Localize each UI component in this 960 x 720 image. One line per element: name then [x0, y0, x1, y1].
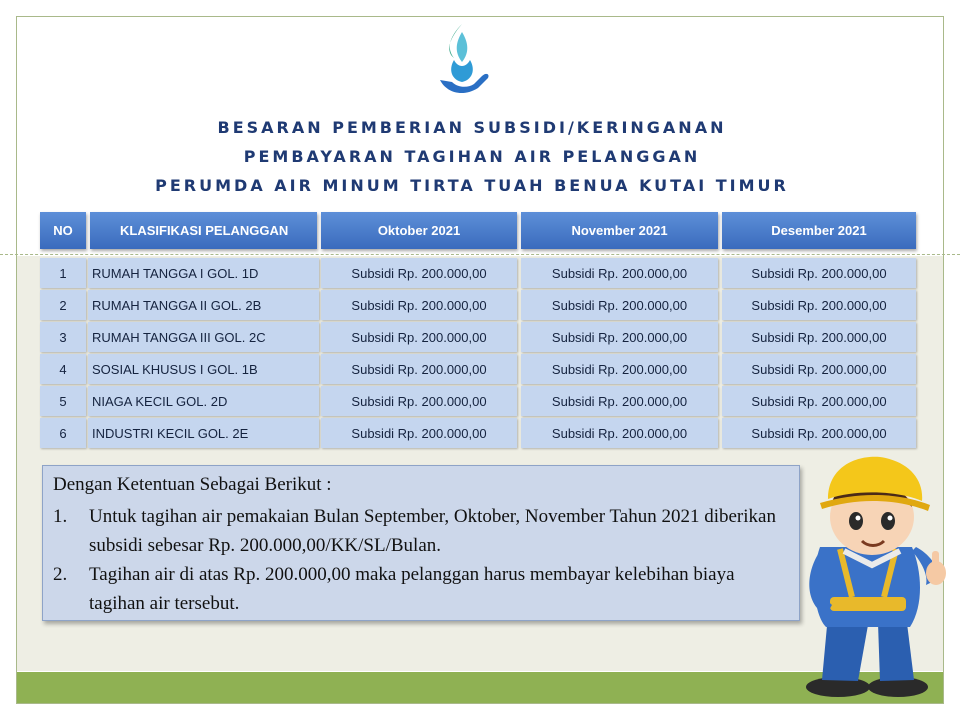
- cell-klasifikasi: SOSIAL KHUSUS I GOL. 1B: [88, 354, 319, 384]
- cell-desember: Subsidi Rp. 200.000,00: [722, 354, 916, 384]
- worker-mascot-icon: [800, 455, 950, 700]
- cell-oktober: Subsidi Rp. 200.000,00: [321, 386, 517, 416]
- cell-desember: Subsidi Rp. 200.000,00: [722, 386, 916, 416]
- cell-november: Subsidi Rp. 200.000,00: [521, 418, 718, 448]
- water-drop-hand-logo: [432, 22, 492, 100]
- cell-november: Subsidi Rp. 200.000,00: [521, 386, 718, 416]
- table-row: [40, 418, 918, 448]
- header-klasifikasi: KLASIFIKASI PELANGGAN: [90, 212, 317, 249]
- terms-intro: Dengan Ketentuan Sebagai Berikut :: [53, 474, 332, 495]
- cell-november: Subsidi Rp. 200.000,00: [521, 258, 718, 288]
- cell-klasifikasi: INDUSTRI KECIL GOL. 2E: [88, 418, 319, 448]
- subsidy-table: [40, 212, 918, 448]
- cell-klasifikasi: RUMAH TANGGA III GOL. 2C: [88, 322, 319, 352]
- cell-oktober: Subsidi Rp. 200.000,00: [321, 290, 517, 320]
- cell-klasifikasi: RUMAH TANGGA II GOL. 2B: [88, 290, 319, 320]
- cell-oktober: Subsidi Rp. 200.000,00: [321, 258, 517, 288]
- cell-desember: Subsidi Rp. 200.000,00: [722, 418, 916, 448]
- table-row: [40, 322, 918, 352]
- table-row: [40, 354, 918, 384]
- cell-no: 4: [40, 354, 86, 384]
- cell-no: 2: [40, 290, 86, 320]
- cell-no: 1: [40, 258, 86, 288]
- header-oktober: Oktober 2021: [321, 212, 517, 249]
- terms-item-number: 1.: [53, 506, 68, 527]
- cell-oktober: Subsidi Rp. 200.000,00: [321, 418, 517, 448]
- cell-no: 5: [40, 386, 86, 416]
- cell-no: 6: [40, 418, 86, 448]
- cell-november: Subsidi Rp. 200.000,00: [521, 322, 718, 352]
- cell-no: 3: [40, 322, 86, 352]
- cell-desember: Subsidi Rp. 200.000,00: [722, 258, 916, 288]
- table-row: [40, 290, 918, 320]
- cell-klasifikasi: RUMAH TANGGA I GOL. 1D: [88, 258, 319, 288]
- terms-item-number: 2.: [53, 564, 68, 585]
- title-line-1: BESARAN PEMBERIAN SUBSIDI/KERINGANAN: [217, 118, 727, 137]
- title-line-2: PEMBAYARAN TAGIHAN AIR PELANGGAN: [243, 147, 701, 166]
- cell-oktober: Subsidi Rp. 200.000,00: [321, 322, 517, 352]
- terms-note-box: [42, 465, 800, 621]
- cell-desember: Subsidi Rp. 200.000,00: [722, 322, 916, 352]
- cell-november: Subsidi Rp. 200.000,00: [521, 290, 718, 320]
- cell-november: Subsidi Rp. 200.000,00: [521, 354, 718, 384]
- terms-item-text: Tagihan air di atas Rp. 200.000,00 maka pelanggan harus membayar kelebihan biaya tagihan air tersebut.: [89, 564, 735, 614]
- terms-item-text: Untuk tagihan air pemakaian Bulan September, Oktober, November Tahun 2021 diberikan subsidi sebesar Rp. 200.000,00/KK/SL/Bulan.: [89, 506, 776, 556]
- cell-oktober: Subsidi Rp. 200.000,00: [321, 354, 517, 384]
- header-no: NO: [40, 212, 86, 249]
- title-line-3: PERUMDA AIR MINUM TIRTA TUAH BENUA KUTAI TIMUR: [155, 176, 789, 195]
- header-desember: Desember 2021: [722, 212, 916, 249]
- table-row: [40, 258, 918, 288]
- cell-klasifikasi: NIAGA KECIL GOL. 2D: [88, 386, 319, 416]
- header-november: November 2021: [521, 212, 718, 249]
- table-row: [40, 386, 918, 416]
- cell-desember: Subsidi Rp. 200.000,00: [722, 290, 916, 320]
